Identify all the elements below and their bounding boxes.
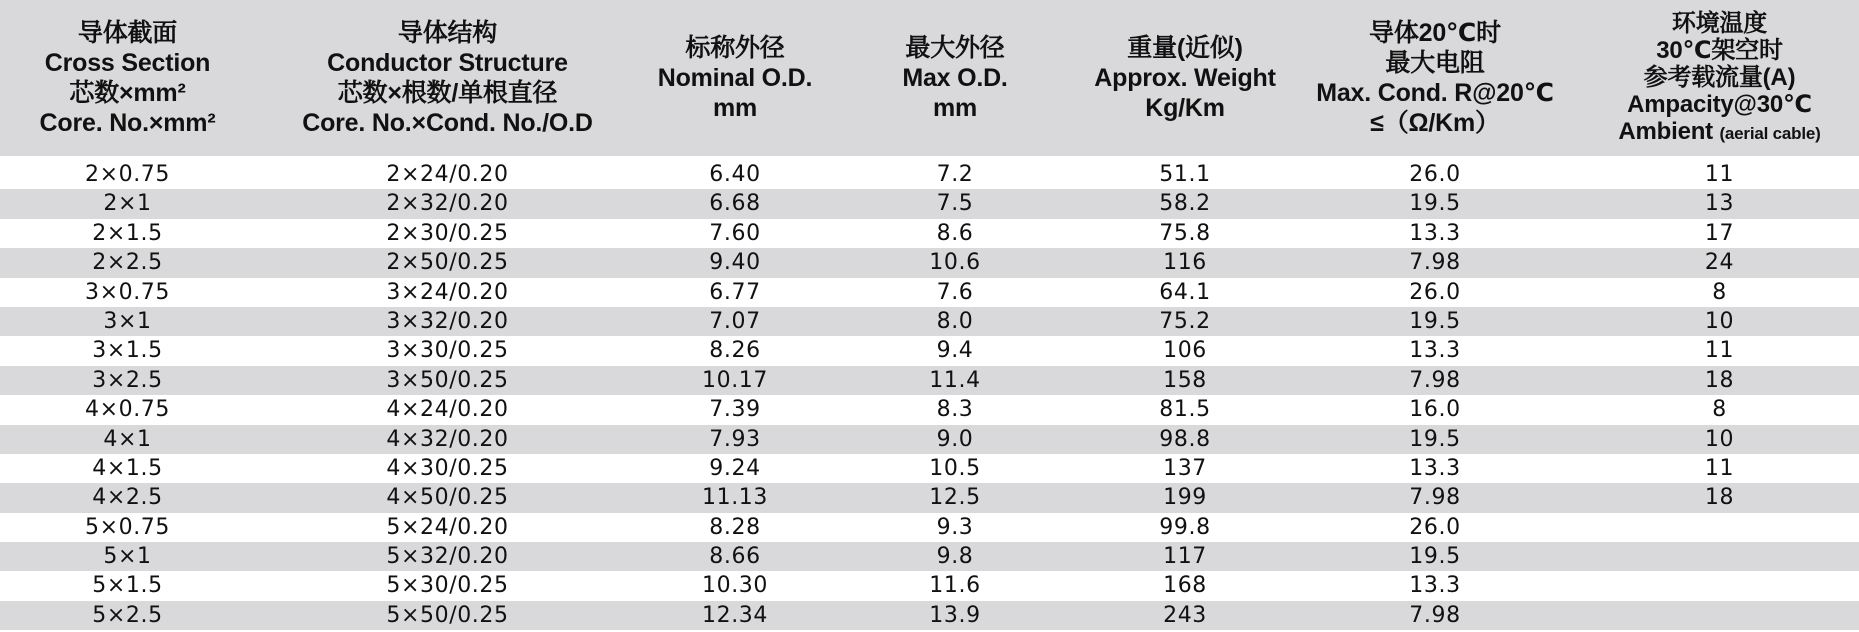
cell-ampacity: 10: [1704, 308, 1735, 334]
cell-max-od: 8.0: [936, 308, 974, 334]
header-nominal-od-line: Nominal O.D.: [657, 64, 813, 92]
cell-max-od: 10.5: [929, 455, 981, 481]
table-body: [0, 160, 1859, 630]
cell-nominal-od: 8.26: [709, 338, 761, 364]
header-ampacity-ambient: [1618, 118, 1820, 147]
header-ampacity-ambient-label: Ambient: [1618, 117, 1713, 145]
cell-max-od: 10.6: [929, 250, 981, 276]
cell-resistance: 13.3: [1409, 338, 1461, 364]
cell-conductor-structure: 5×50/0.25: [386, 602, 509, 628]
table-row: [0, 189, 1859, 218]
header-max-od-line: mm: [932, 94, 978, 122]
header-conductor-structure-line: 导体结构: [397, 19, 498, 47]
cell-weight: 51.1: [1159, 162, 1211, 187]
header-cross-section-line: Core. No.×mm²: [39, 109, 216, 137]
cell-nominal-od: 7.07: [709, 308, 761, 334]
cell-ampacity: 11: [1704, 162, 1735, 187]
header-max-od: [830, 0, 1080, 156]
cell-nominal-od: 9.24: [709, 455, 761, 481]
cell-ampacity: [1580, 513, 1859, 542]
cell-ampacity: 8: [1712, 397, 1727, 423]
cell-nominal-od: 10.30: [702, 573, 768, 599]
cell-weight: 81.5: [1159, 397, 1211, 423]
header-conductor-structure-line: Conductor Structure: [327, 49, 568, 77]
table-row: [0, 454, 1859, 483]
table-row: [0, 248, 1859, 277]
header-nominal-od-line: 标称外径: [685, 34, 785, 62]
cell-weight: 58.2: [1159, 191, 1211, 217]
cell-ampacity: 18: [1704, 485, 1735, 511]
cell-ampacity: 11: [1704, 338, 1735, 364]
cell-resistance: 26.0: [1409, 514, 1461, 540]
cell-ampacity: 18: [1704, 367, 1735, 393]
header-ampacity-line: 环境温度: [1671, 9, 1768, 37]
header-resistance-line: Max. Cond. R@20℃: [1316, 79, 1554, 107]
cell-weight: 158: [1163, 367, 1207, 393]
cell-weight: 98.8: [1159, 426, 1211, 452]
cell-resistance: 19.5: [1409, 544, 1461, 570]
table-row: [0, 395, 1859, 424]
cell-ampacity: 11: [1704, 455, 1735, 481]
header-max-od-line: Max O.D.: [902, 64, 1008, 92]
cell-cross-section: 2×1: [103, 191, 152, 217]
cell-max-od: 7.2: [936, 162, 974, 187]
header-resistance-line: 最大电阻: [1385, 49, 1485, 77]
header-weight-line: 重量(近似): [1127, 34, 1243, 62]
cell-ampacity: [1580, 542, 1859, 571]
cell-nominal-od: 6.68: [709, 191, 761, 217]
cell-conductor-structure: 4×50/0.25: [386, 485, 509, 511]
cell-conductor-structure: 2×30/0.25: [386, 220, 509, 246]
cell-conductor-structure: 5×32/0.20: [386, 544, 509, 570]
cell-max-od: 9.3: [936, 514, 974, 540]
cell-conductor-structure: 3×50/0.25: [386, 367, 509, 393]
cell-ampacity: 10: [1704, 426, 1735, 452]
header-conductor-structure: [255, 0, 640, 156]
cell-conductor-structure: 4×30/0.25: [386, 455, 509, 481]
header-cross-section-line: 芯数×mm²: [69, 79, 186, 107]
cell-max-od: 7.5: [936, 191, 974, 217]
cell-resistance: 19.5: [1409, 426, 1461, 452]
cell-conductor-structure: 2×50/0.25: [386, 250, 509, 276]
header-weight-line: Approx. Weight: [1094, 64, 1276, 92]
cell-weight: 64.1: [1159, 279, 1211, 305]
header-ampacity-line: 参考载流量(A): [1643, 63, 1796, 91]
cell-ampacity: 17: [1704, 220, 1735, 246]
table-row: [0, 160, 1859, 189]
table-row: [0, 307, 1859, 336]
cell-weight: 168: [1163, 573, 1207, 599]
header-ampacity-line: Ampacity@30℃: [1627, 90, 1812, 118]
cell-ampacity: 24: [1704, 250, 1735, 276]
cell-cross-section: 5×1.5: [92, 573, 163, 599]
cell-cross-section: 3×0.75: [84, 279, 170, 305]
header-resistance-line: 导体20℃时: [1369, 19, 1501, 47]
header-nominal-od: [640, 0, 830, 156]
header-max-od-line: 最大外径: [905, 34, 1005, 62]
header-ampacity-aerial-note: (aerial cable): [1719, 123, 1821, 143]
cell-ampacity: 8: [1712, 279, 1727, 305]
table-row: [0, 278, 1859, 307]
cell-cross-section: 4×2.5: [92, 485, 163, 511]
cell-cross-section: 5×0.75: [84, 514, 170, 540]
table-row: [0, 366, 1859, 395]
cell-conductor-structure: 3×24/0.20: [386, 279, 509, 305]
table-header: [0, 0, 1859, 156]
cell-resistance: 26.0: [1409, 162, 1461, 187]
table-row: [0, 483, 1859, 512]
cell-cross-section: 3×2.5: [92, 367, 163, 393]
table-row: [0, 219, 1859, 248]
header-nominal-od-line: mm: [712, 94, 758, 122]
cell-nominal-od: 6.40: [709, 162, 761, 187]
header-weight: [1080, 0, 1290, 156]
cell-nominal-od: 8.28: [709, 514, 761, 540]
cell-conductor-structure: 4×24/0.20: [386, 397, 509, 423]
cell-max-od: 13.9: [929, 602, 981, 628]
cell-nominal-od: 6.77: [709, 279, 761, 305]
cell-nominal-od: 8.66: [709, 544, 761, 570]
header-resistance: [1290, 0, 1580, 156]
header-conductor-structure-line: 芯数×根数/单根直径: [337, 79, 558, 107]
cell-conductor-structure: 3×30/0.25: [386, 338, 509, 364]
cell-ampacity: [1580, 571, 1859, 600]
cell-weight: 106: [1163, 338, 1207, 364]
header-resistance-line: ≤（Ω/Km）: [1370, 109, 1500, 137]
cell-resistance: 13.3: [1409, 220, 1461, 246]
cell-max-od: 8.6: [936, 220, 974, 246]
cell-max-od: 11.6: [929, 573, 981, 599]
cell-ampacity: 13: [1704, 191, 1735, 217]
cell-cross-section: 5×1: [103, 544, 152, 570]
cell-nominal-od: 10.17: [702, 367, 768, 393]
cell-weight: 199: [1163, 485, 1207, 511]
header-weight-line: Kg/Km: [1145, 94, 1225, 122]
cell-conductor-structure: 3×32/0.20: [386, 308, 509, 334]
cell-ampacity: [1580, 601, 1859, 630]
cell-resistance: 13.3: [1409, 573, 1461, 599]
table-row: [0, 571, 1859, 600]
cell-weight: 75.2: [1159, 308, 1211, 334]
cell-nominal-od: 9.40: [709, 250, 761, 276]
cell-nominal-od: 7.60: [709, 220, 761, 246]
cell-resistance: 13.3: [1409, 455, 1461, 481]
cell-resistance: 26.0: [1409, 279, 1461, 305]
table-row: [0, 513, 1859, 542]
cell-nominal-od: 7.93: [709, 426, 761, 452]
table-row: [0, 425, 1859, 454]
cell-weight: 75.8: [1159, 220, 1211, 246]
header-ampacity-line: 30℃架空时: [1656, 36, 1783, 64]
cell-cross-section: 2×0.75: [84, 162, 170, 187]
cell-cross-section: 5×2.5: [92, 602, 163, 628]
header-conductor-structure-line: Core. No.×Cond. No./O.D: [302, 109, 593, 137]
cell-max-od: 11.4: [929, 367, 981, 393]
cell-max-od: 12.5: [929, 485, 981, 511]
cell-nominal-od: 12.34: [702, 602, 768, 628]
cell-cross-section: 4×1.5: [92, 455, 163, 481]
cell-conductor-structure: 4×32/0.20: [386, 426, 509, 452]
cell-cross-section: 4×0.75: [84, 397, 170, 423]
cell-max-od: 9.4: [936, 338, 974, 364]
cell-conductor-structure: 2×32/0.20: [386, 191, 509, 217]
cell-weight: 137: [1163, 455, 1207, 481]
table-row: [0, 601, 1859, 630]
cell-conductor-structure: 5×30/0.25: [386, 573, 509, 599]
header-ampacity: [1580, 0, 1859, 156]
cell-weight: 116: [1163, 250, 1207, 276]
cell-cross-section: 3×1: [103, 308, 152, 334]
cell-resistance: 19.5: [1409, 191, 1461, 217]
cell-nominal-od: 11.13: [702, 485, 768, 511]
cell-max-od: 8.3: [936, 397, 974, 423]
cell-conductor-structure: 2×24/0.20: [386, 162, 509, 187]
cell-resistance: 7.98: [1409, 485, 1461, 511]
cell-resistance: 7.98: [1409, 602, 1461, 628]
cell-cross-section: 4×1: [103, 426, 152, 452]
cell-max-od: 7.6: [936, 279, 974, 305]
table-row: [0, 542, 1859, 571]
cell-resistance: 16.0: [1409, 397, 1461, 423]
header-cross-section-line: 导体截面: [77, 19, 178, 47]
table-row: [0, 336, 1859, 365]
cell-cross-section: 3×1.5: [92, 338, 163, 364]
cell-cross-section: 2×1.5: [92, 220, 163, 246]
cell-conductor-structure: 5×24/0.20: [386, 514, 509, 540]
cell-resistance: 7.98: [1409, 367, 1461, 393]
cell-weight: 99.8: [1159, 514, 1211, 540]
cell-weight: 243: [1163, 602, 1207, 628]
cell-resistance: 19.5: [1409, 308, 1461, 334]
cell-max-od: 9.0: [936, 426, 974, 452]
header-cross-section: [0, 0, 255, 156]
cell-cross-section: 2×2.5: [92, 250, 163, 276]
cell-max-od: 9.8: [936, 544, 974, 570]
cell-resistance: 7.98: [1409, 250, 1461, 276]
header-cross-section-line: Cross Section: [44, 49, 211, 77]
cell-nominal-od: 7.39: [709, 397, 761, 423]
cell-weight: 117: [1163, 544, 1207, 570]
